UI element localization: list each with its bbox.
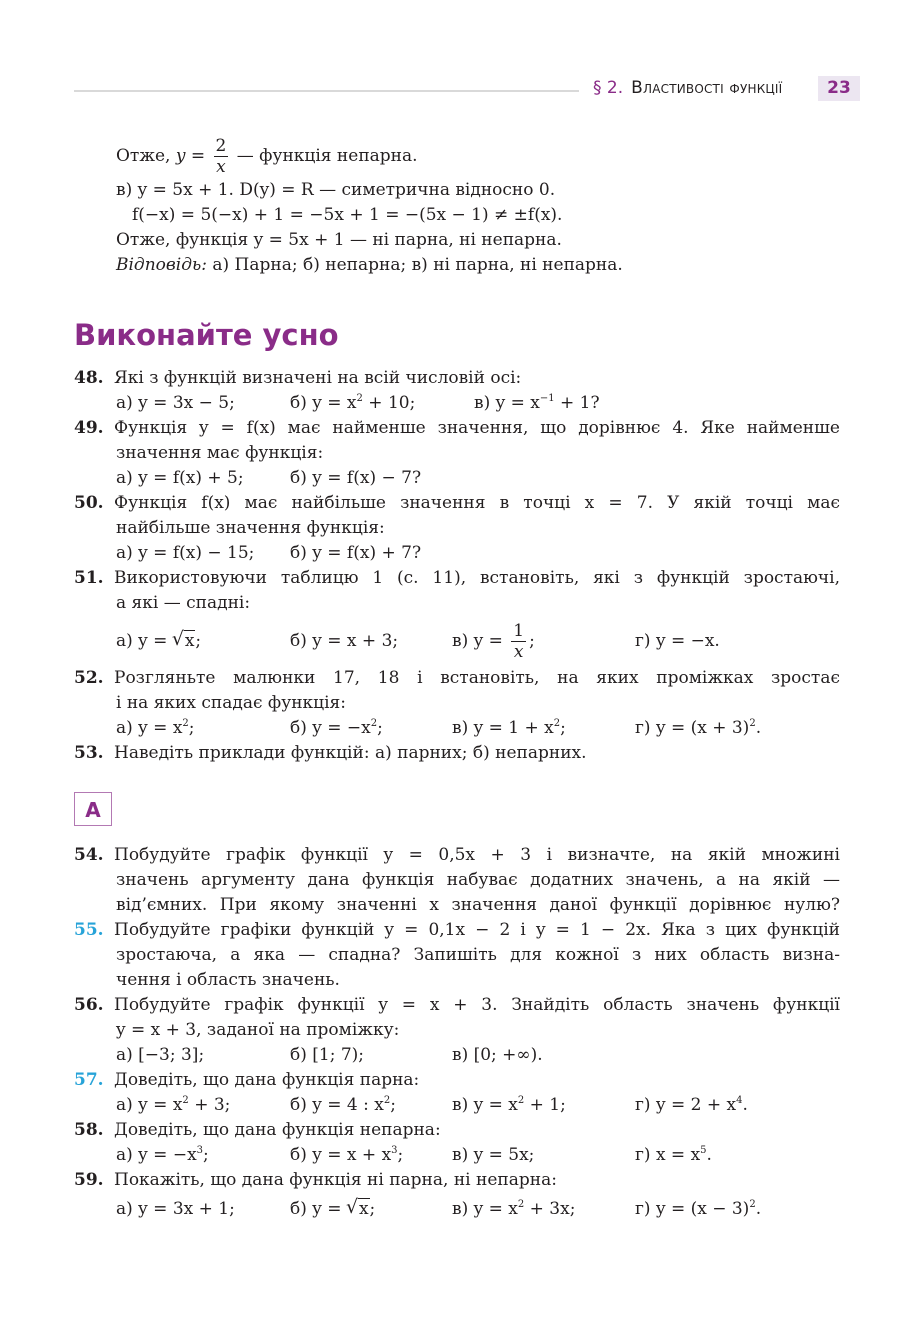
page-number: 23 bbox=[818, 76, 860, 101]
problem-51: 51. Використовуючи таблицю 1 (с. 11), встановіть, які з функцій зростаючі, а які — спадні: а) y = √ x; б) y = x + 3; в) y = $\frac{1}{x}$ ; г) y = −x. bbox=[74, 566, 840, 666]
page-content bbox=[74, 134, 840, 1225]
problem-50: 50. Функція f(x) має найбільше значення в точці x = 7. У якій точці має найбільше значення функція: а) y = f(x) − 15; б) y = f(x) + 7? bbox=[74, 493, 840, 563]
example-answer: Відповідь: а) Парна; б) непарна; в) ні парна, ні непарна. bbox=[116, 255, 623, 275]
example-line-4: Отже, функція y = 5x + 1 — ні парна, ні непарна. bbox=[116, 230, 562, 250]
example-line-1: Отже, y = $\frac{2}{x}$ — функція непарна. bbox=[116, 136, 418, 177]
square-root: √ x bbox=[348, 1193, 370, 1225]
problem-58: 58. Доведіть, що дана функція непарна: а) $y = -x^3$; б) $y = x + x^3$; в) y = 5x; г) $x = x^5$. bbox=[74, 1120, 712, 1165]
problem-55: 55. Побудуйте графіки функцій y = 0,1x − 2 і y = 1 − 2x. Яка з цих функцій зростаюча, а яка — спадна? Запишіть для кожної з них область визна- чення і область значень. bbox=[74, 920, 840, 990]
example-solution-end bbox=[74, 134, 840, 278]
problem-53: 53. Наведіть приклади функцій: а) парних; б) непарних. bbox=[74, 743, 587, 763]
running-header bbox=[593, 78, 782, 98]
difficulty-level-badge: А bbox=[74, 792, 112, 826]
problem-48: 48. Які з функцій визначені на всій числовій осі: а) y = 3x − 5; б) $y = x^2 + 10$; в) $y = x^{-1} + 1$? bbox=[74, 368, 600, 413]
example-line-2: в) y = 5x + 1. D(y) = R — симетрична відносно 0. bbox=[116, 180, 556, 200]
problem-59: 59. Покажіть, що дана функція ні парна, ні непарна: а) y = 3x + 1; б) y = √ x; в) $y = x^2 + 3x$; г) $y = (x - 3)^2$. bbox=[74, 1168, 840, 1225]
header-rule bbox=[74, 90, 579, 92]
problem-54: 54. Побудуйте графік функції y = 0,5x + 3 і визначте, на якій множині значень аргументу дана функція набуває додатних значень, а на якій — від’ємних. При якому значенні x значення даної функції дорівнює нулю? bbox=[74, 845, 840, 915]
section-number: § 2. bbox=[593, 78, 624, 98]
fraction: $\frac{2}{x}$ bbox=[215, 136, 227, 177]
problem-57: 57. Доведіть, що дана функція парна: а) $y = x^2 + 3$; б) y = 4 : $x^2$; в) $y = x^2 + 1$; г) $y = 2 + x^4$. bbox=[74, 1070, 748, 1115]
section-title: Властивості функції bbox=[631, 78, 783, 98]
problem-52: 52. Розгляньте малюнки 17, 18 і встановіть, на яких проміжках зростає і на яких спадає функція: а) $y = x^2$; б) $y = -x^2$; в) $y = 1 + x^2$; г) $y = (x + 3)^2$. bbox=[74, 668, 840, 738]
fraction: $\frac{1}{x}$ bbox=[513, 621, 525, 662]
oral-exercises-heading: Виконайте усно bbox=[74, 318, 339, 352]
problem-49: 49. Функція y = f(x) має найменше значення, що дорівнює 4. Яке найменше значення має функція: а) y = f(x) + 5; б) y = f(x) − 7? bbox=[74, 418, 840, 488]
square-root: √ x bbox=[174, 616, 196, 666]
example-line-3: f(−x) = 5(−x) + 1 = −5x + 1 = −(5x − 1) ≠ ±f(x). bbox=[132, 205, 563, 225]
answer-label: Відповідь: bbox=[116, 255, 207, 275]
problem-56: 56. Побудуйте графік функції y = x + 3. Знайдіть область значень функції y = x + 3, заданої на проміжку: а) [−3; 3]; б) [1; 7); в) [0; +∞). bbox=[74, 995, 840, 1065]
problem-number: 48. bbox=[74, 368, 104, 388]
